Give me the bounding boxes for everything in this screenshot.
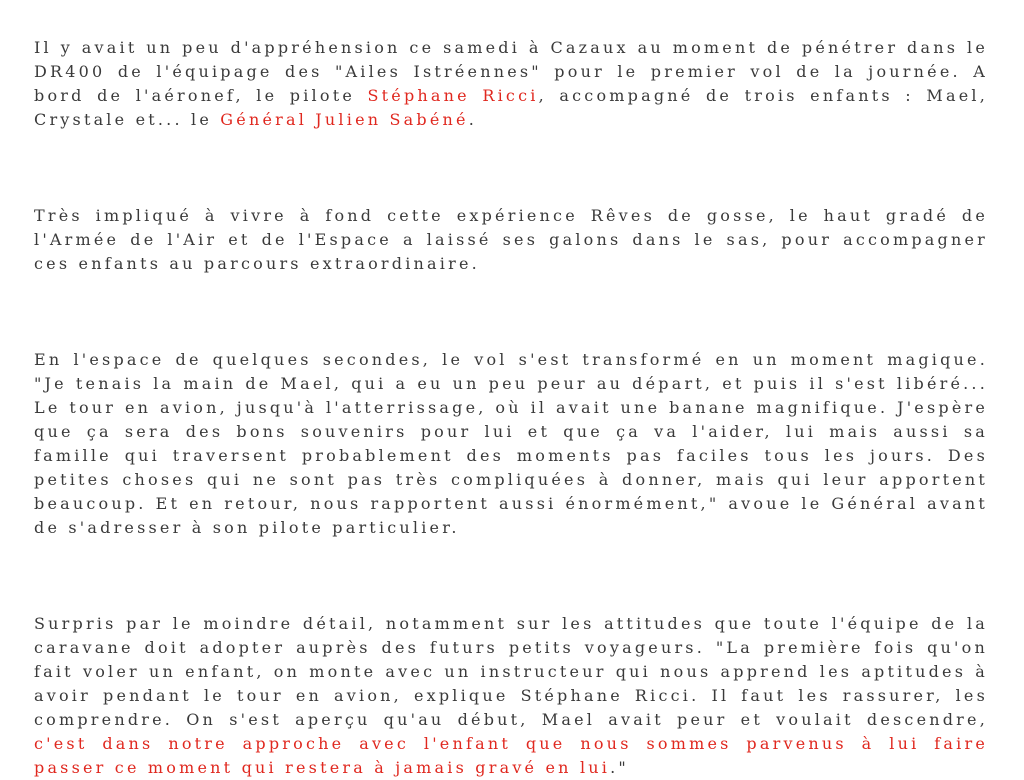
paragraph [34,348,988,540]
text-segment: ." [610,758,629,777]
highlighted-quote: c'est dans notre approche avec l'enfant que nous sommes parvenus à lui faire passer ce moment qui restera à jamais gravé en lui [34,734,988,777]
text-segment: Très impliqué à vivre à fond cette expérience Rêves de gosse, le haut gradé de l'Armée de l'Air et de l'Espace a laissé ses galons dans le sas, pour accompagner ces enfants au parcours extraordinaire. [34,206,988,273]
text-segment: , accompagné de trois enfants : Mael, Crystale et... le [34,86,988,129]
text-segment: . [468,110,478,129]
paragraph [34,36,988,132]
highlighted-name: Général Julien Sabéné [220,110,469,129]
text-segment: Surpris par le moindre détail, notamment sur les attitudes que toute l'équipe de la caravane doit adopter auprès des futurs petits voyageurs. "La première fois qu'on fait voler un enfant, on monte avec un instructeur qui nous apprend les aptitudes à avoir pendant le tour en avion, explique Stéphane Ricci. Il faut les rassurer, les comprendre. On s'est aperçu qu'au début, Mael avait peur et voulait descendre, [34,614,988,729]
text-segment: Il y avait un peu d'appréhension ce samedi à Cazaux au moment de pénétrer dans le DR400 de l'équipage des "Ailes Istréennes" pour le premier vol de la journée. A bord de l'aéronef, le pilote [34,38,988,105]
highlighted-name: Stéphane Ricci [367,86,539,105]
paragraph [34,612,988,780]
article-body [34,36,988,780]
paragraph [34,204,988,276]
text-segment: En l'espace de quelques secondes, le vol s'est transformé en un moment magique. "Je tenais la main de Mael, qui a eu un peu peur au départ, et puis il s'est libéré... Le tour en avion, jusqu'à l'atterrissage, où il avait une banane magnifique. J'espère que ça sera des bons souvenirs pour lui et que ça va l'aider, lui mais aussi sa famille qui traversent probablement des moments pas faciles tous les jours. Des petites choses qui ne sont pas très compliquées à donner, mais qui leur apportent beaucoup. Et en retour, nous rapportent aussi énormément," avoue le Général avant de s'adresser à son pilote particulier. [34,350,988,537]
